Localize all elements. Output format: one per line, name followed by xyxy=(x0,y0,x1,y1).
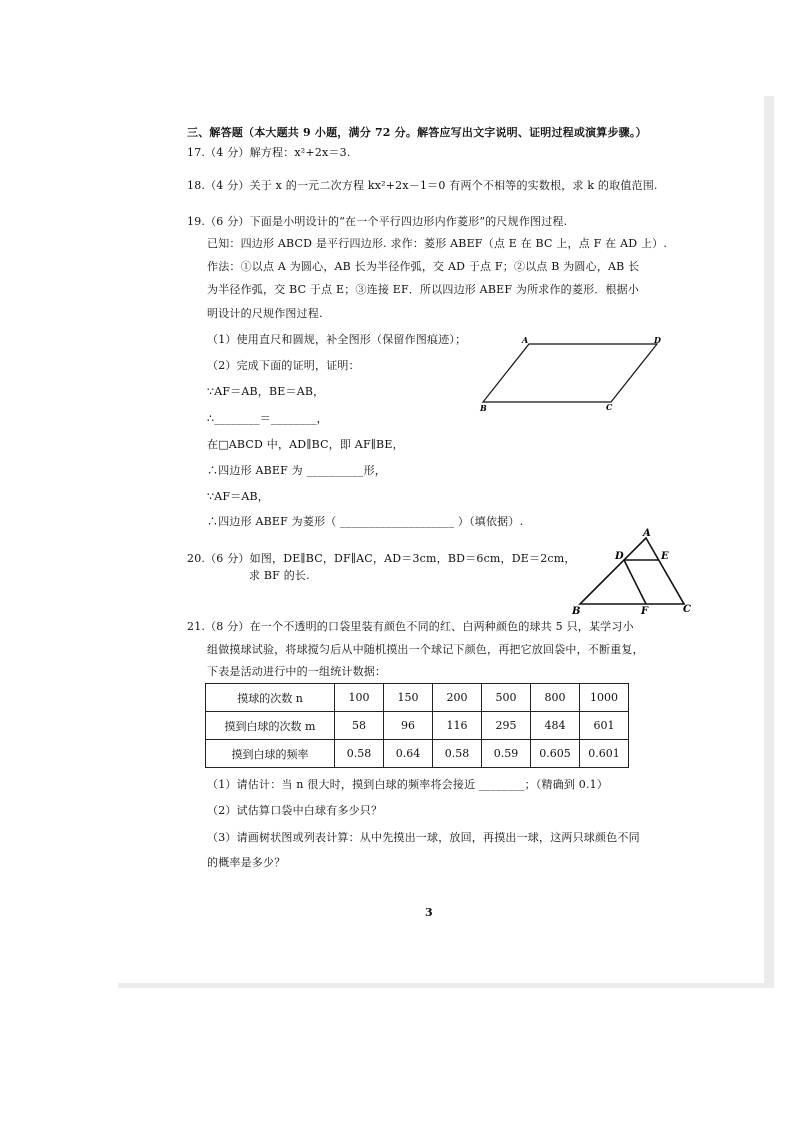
question-18: 18.（4 分）关于 x 的一元二次方程 kx²+2x－1＝0 有两个不相等的实数根，求 k 的取值范围. xyxy=(187,179,658,192)
table-cell: 0.605 xyxy=(531,740,580,768)
row-label: 摸到白球的频率 xyxy=(206,740,335,768)
question-20-line2: 求 BF 的长. xyxy=(249,569,310,582)
question-19-known: 已知：四边形 ABCD 是平行四边形. 求作：菱形 ABEF（点 E 在 BC 上，点 F 在 AD 上）. xyxy=(207,237,668,250)
label-E: E xyxy=(661,551,669,562)
question-19-method-line3: 明设计的尺规作图过程. xyxy=(207,307,323,320)
question-20-line1: 20.（6 分）如图，DE∥BC，DF∥AC，AD＝3cm，BD＝6cm，DE＝2cm， xyxy=(187,552,576,565)
table-row xyxy=(206,740,629,768)
page-number: 3 xyxy=(425,906,433,919)
paper-shadow-right xyxy=(764,96,774,986)
question-17: 17.（4 分）解方程：x²+2x＝3. xyxy=(187,146,351,159)
triangle-figure xyxy=(570,524,700,619)
table-cell: 1000 xyxy=(580,684,629,712)
table-cell: 116 xyxy=(433,712,482,740)
proof-line-2: ∴________＝________， xyxy=(207,412,328,425)
table-cell: 58 xyxy=(335,712,384,740)
stats-table xyxy=(205,683,629,768)
section-heading: 三、解答题（本大题共 9 小题，满分 72 分。解答应写出文字说明、证明过程或演算步骤。） xyxy=(187,126,647,139)
table-cell: 0.601 xyxy=(580,740,629,768)
label-A: A xyxy=(522,335,529,345)
table-cell: 100 xyxy=(335,684,384,712)
question-21-part1: （1）请估计：当 n 很大时，摸到白球的频率将会接近 ________；（精确到 0.1） xyxy=(207,778,609,791)
table-cell: 200 xyxy=(433,684,482,712)
table-cell: 150 xyxy=(384,684,433,712)
table-cell: 0.64 xyxy=(384,740,433,768)
question-21-part2: （2）试估算口袋中白球有多少只？ xyxy=(207,804,383,817)
table-row xyxy=(206,684,629,712)
question-19-method-line2: 为半径作弧，交 BC 于点 E；③连接 EF．所以四边形 ABEF 为所求作的菱形．根据小 xyxy=(207,283,640,296)
question-21-part3-line1: （3）请画树状图或列表计算：从中先摸出一球，放回，再摸出一球，这两只球颜色不同 xyxy=(207,831,640,844)
label-F: F xyxy=(641,606,649,617)
table-cell: 96 xyxy=(384,712,433,740)
proof-line-1: ∵AF＝AB，BE＝AB， xyxy=(207,385,325,398)
segment-DF xyxy=(624,560,646,604)
question-19-part2: （2）完成下面的证明，证明： xyxy=(207,359,360,372)
parallelogram-figure xyxy=(470,332,670,417)
question-19-part1: （1）使用直尺和圆规，补全图形（保留作图痕迹）； xyxy=(207,333,467,346)
question-19-title: 19.（6 分）下面是小明设计的“在一个平行四边形内作菱形”的尺规作图过程. xyxy=(187,215,568,228)
question-21-line3: 下表是活动进行中的一组统计数据： xyxy=(207,665,387,678)
table-cell: 500 xyxy=(482,684,531,712)
question-21-part3-line2: 的概率是多少？ xyxy=(207,856,286,869)
label-B: B xyxy=(572,606,581,617)
proof-line-4: ∴四边形 ABEF 为 __________形， xyxy=(207,464,386,477)
table-cell: 0.58 xyxy=(433,740,482,768)
table-cell: 295 xyxy=(482,712,531,740)
triangle-ABC xyxy=(580,538,684,604)
table-cell: 800 xyxy=(531,684,580,712)
question-19-method-line1: 作法：①以点 A 为圆心，AB 长为半径作弧，交 AD 于点 F；②以点 B 为圆心，AB 长 xyxy=(207,260,640,273)
row-label: 摸到白球的次数 m xyxy=(206,712,335,740)
proof-line-6: ∴四边形 ABEF 为菱形（ ____________________ ）（填依据）. xyxy=(207,515,524,528)
label-C: C xyxy=(606,402,613,412)
proof-line-3: 在□ABCD 中，AD∥BC，即 AF∥BE， xyxy=(207,438,404,451)
label-A: A xyxy=(643,528,651,539)
question-21-line2: 组做摸球试验，将球搅匀后从中随机摸出一个球记下颜色，再把它放回袋中，不断重复， xyxy=(207,643,644,656)
row-label: 摸球的次数 n xyxy=(206,684,335,712)
table-cell: 601 xyxy=(580,712,629,740)
label-C: C xyxy=(683,604,691,615)
label-D: D xyxy=(615,551,624,562)
table-row xyxy=(206,712,629,740)
paper-shadow-bottom xyxy=(118,983,774,988)
label-B: B xyxy=(480,403,487,413)
proof-line-5: ∵AF＝AB， xyxy=(207,490,270,503)
label-D: D xyxy=(654,335,661,345)
question-21-line1: 21.（8 分）在一个不透明的口袋里装有颜色不同的红、白两种颜色的球共 5 只，某学习小 xyxy=(187,620,634,633)
table-cell: 0.58 xyxy=(335,740,384,768)
parallelogram-shape xyxy=(483,344,657,402)
table-cell: 0.59 xyxy=(482,740,531,768)
table-cell: 484 xyxy=(531,712,580,740)
